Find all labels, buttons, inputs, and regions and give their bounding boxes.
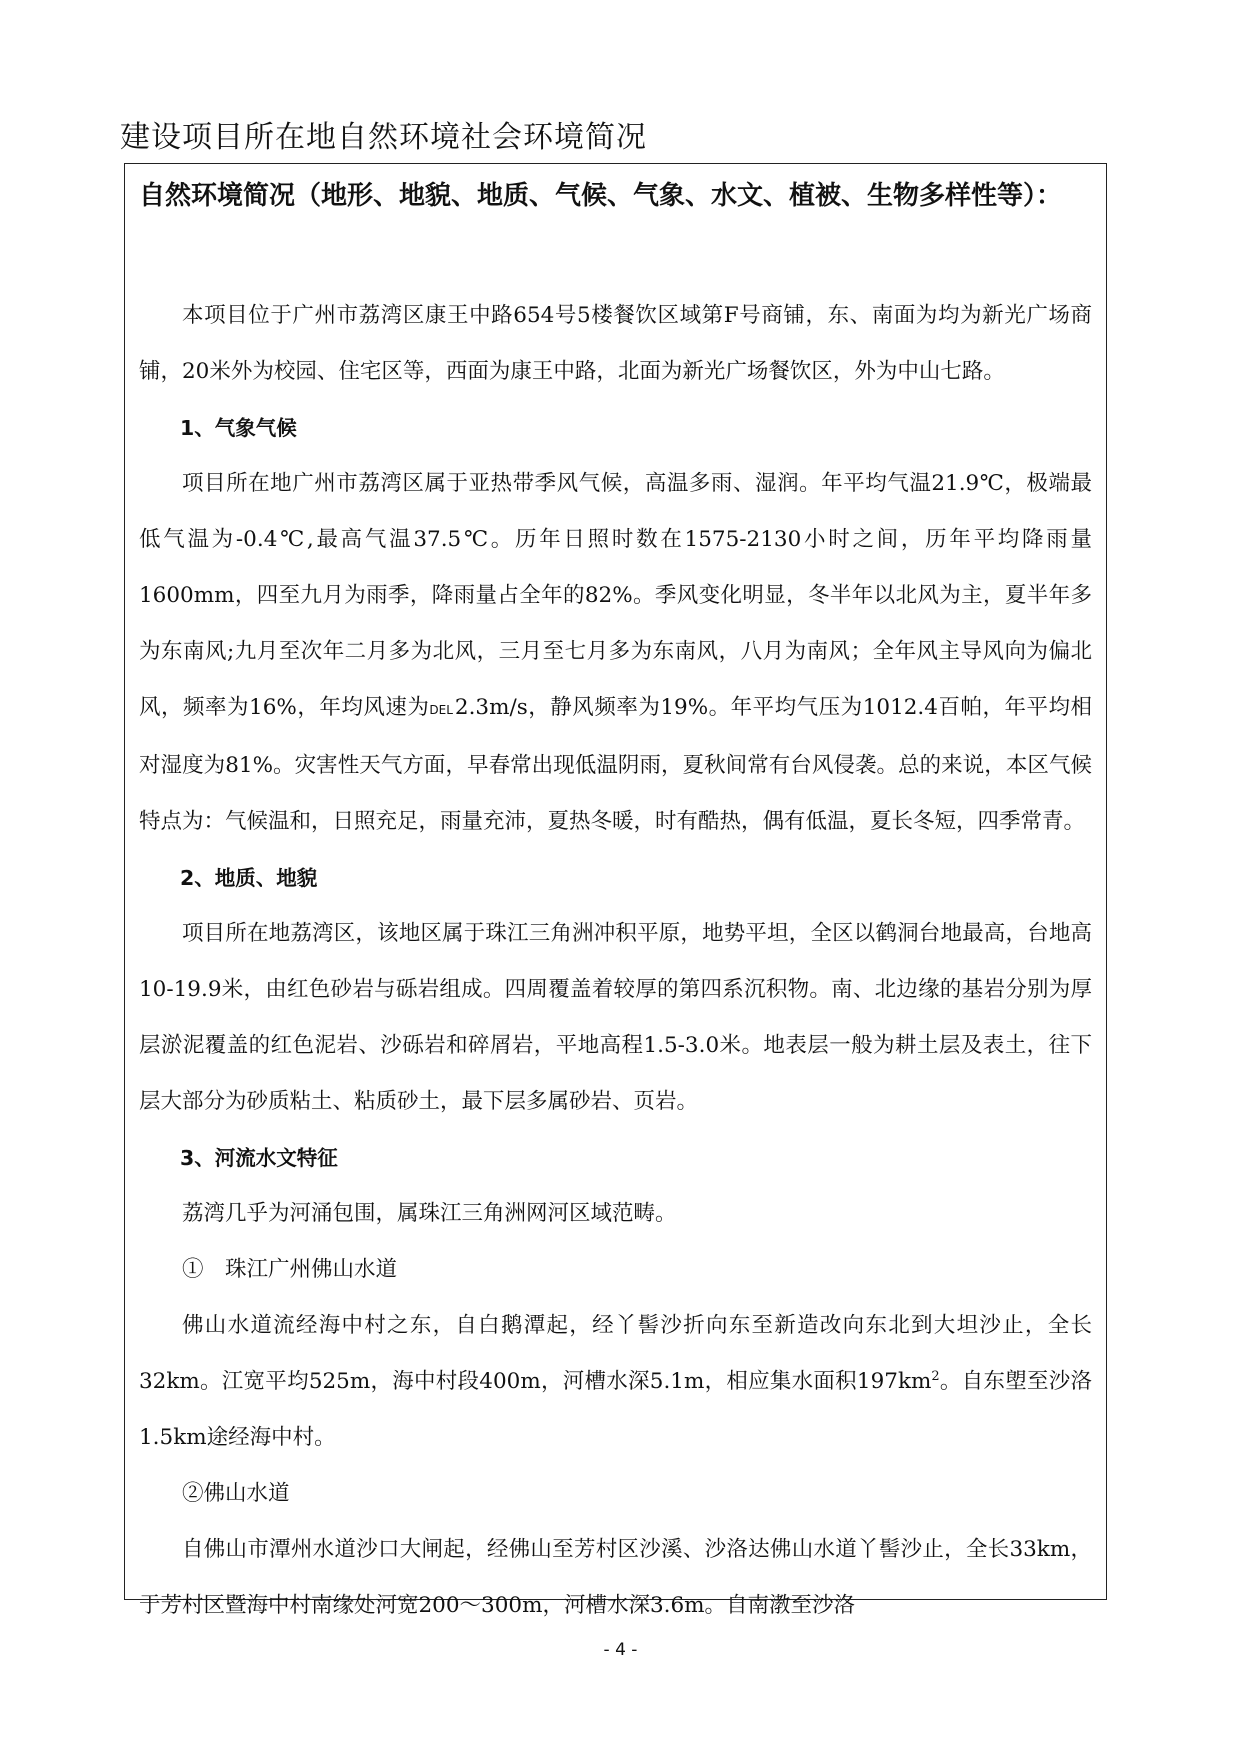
climate-text-b: 2.3m/s，静风频率为19%。年平均气压为1012.4百帕，年平均相对湿度为81%。灾害性天气方面，早春常出现低温阴雨，夏秋间常有台风侵袭。总的来说，本区气候特点为：气候温和，日照充足，雨量充沛，夏热冬暖，时有酷热，偶有低温，夏长冬短，四季常青。 [139,695,1092,834]
section-body [139,288,1092,1634]
geology-heading: 2、地质、地貌 [180,866,318,890]
intro-paragraph: 本项目位于广州市荔湾区康王中路654号5楼餐饮区域第F号商铺，东、南面为均为新光广场商铺，20米外为校园、住宅区等，西面为康王中路，北面为新光广场餐饮区，外为中山七路。 [139,303,1092,384]
climate-text-a: 项目所在地广州市荔湾区属于亚热带季风气候，高温多雨、湿润。年平均气温21.9℃，极端最低气温为-0.4℃,最高气温37.5℃。历年日照时数在1575-2130小时之间，历年平均降雨量1600mm，四至九月为雨季，降雨量占全年的82%。季风变化明显，冬半年以北风为主，夏半年多为东南风;九月至次年二月多为北风，三月至七月多为东南风，八月为南风；全年风主导风向为偏北风，频率为16%，年均风速为 [139,471,1092,720]
geology-paragraph: 项目所在地荔湾区，该地区属于珠江三角洲冲积平原，地势平坦，全区以鹤洞台地最高，台地高10-19.9米，由红色砂岩与砾岩组成。四周覆盖着较厚的第四系沉积物。南、北边缘的基岩分别为厚层淤泥覆盖的红色泥岩、沙砾岩和碎屑岩，平地高程1.5-3.0米。地表层一般为耕土层及表土，往下层大部分为砂质粘土、粘质砂土，最下层多属砂岩、页岩。 [139,921,1092,1114]
page-heading: 建设项目所在地自然环境社会环境简况 [120,120,647,155]
superscript-2: 2 [931,1368,940,1384]
page-number: - 4 - [603,1640,638,1660]
hydrology-intro: 荔湾几乎为河涌包围，属珠江三角洲网河区域范畴。 [182,1201,677,1226]
del-mark: DEL [429,703,453,717]
waterway-1-paragraph [139,1298,1092,1466]
section-title: 自然环境简况（地形、地貌、地质、气候、气象、水文、植被、生物多样性等）： [139,181,1063,211]
waterway-2-paragraph: 自佛山市潭州水道沙口大闸起，经佛山至芳村区沙溪、沙洛达佛山水道丫髻沙止，全长33km，于芳村区暨海中村南缘处河宽200～300m，河槽水深3.6m。自南漖至沙洛 [139,1537,1092,1618]
climate-paragraph [139,456,1092,850]
waterway-1-title: ① 珠江广州佛山水道 [182,1257,398,1282]
waterway-2-title: ②佛山水道 [182,1481,290,1506]
waterway-1-text-b: 。自东塱至沙洛1.5km途经海中村。 [139,1369,1092,1450]
waterway-1-text-a: 佛山水道流经海中村之东，自白鹅潭起，经丫髻沙折向东至新造改向东北到大坦沙止，全长32km。江宽平均525m，海中村段400m，河槽水深5.1m，相应集水面积197km [139,1313,1092,1394]
hydrology-heading: 3、河流水文特征 [180,1146,338,1170]
climate-heading: 1、气象气候 [180,416,297,440]
content-table [124,163,1107,1618]
